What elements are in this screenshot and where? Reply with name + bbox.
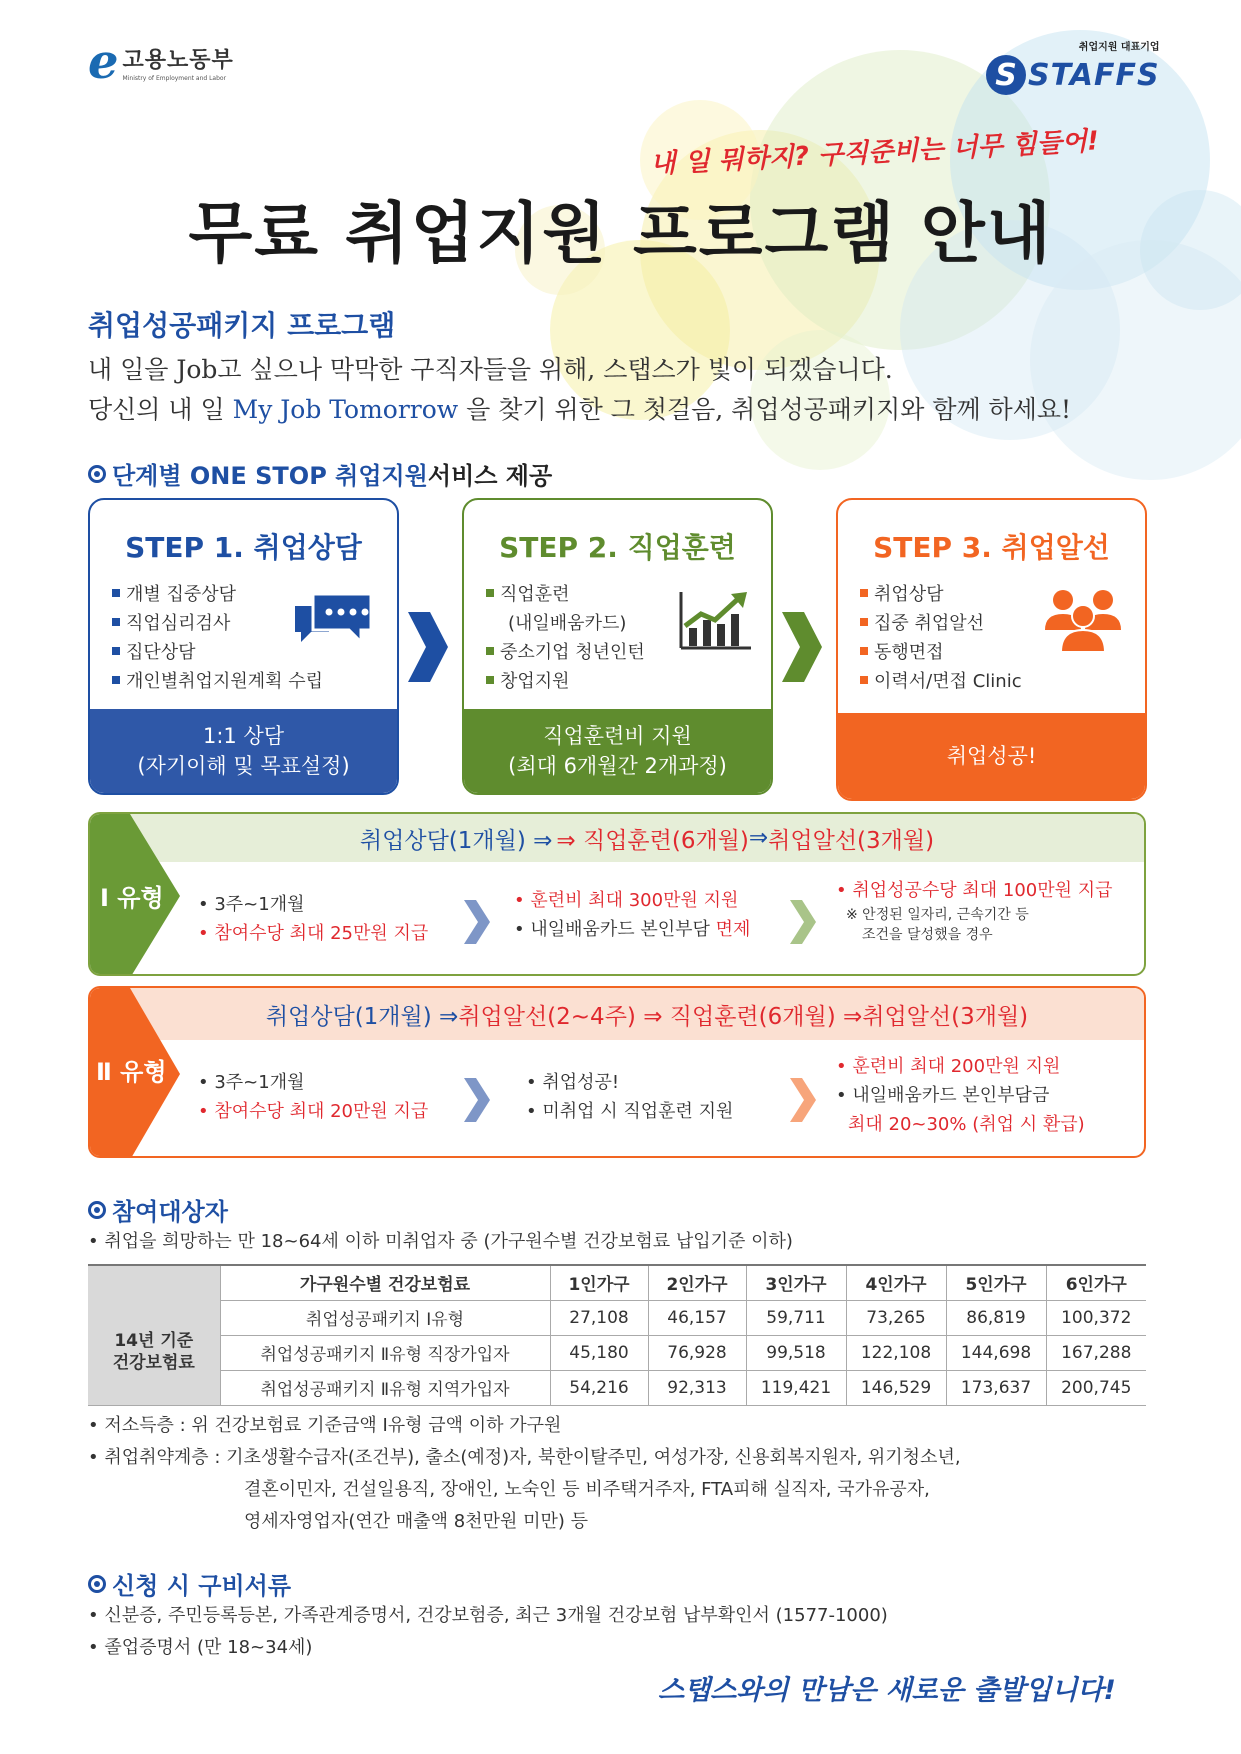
type-2-flow-c: 취업알선(3개월) bbox=[862, 1003, 1029, 1030]
step-1-footer bbox=[90, 709, 397, 793]
steps-heading-b: 서비스 제공 bbox=[427, 462, 553, 490]
list-item: 창업지원 bbox=[486, 667, 645, 696]
arrow-right-icon bbox=[464, 900, 490, 944]
type-1-note-2: 조건을 달성했을 경우 bbox=[862, 927, 993, 943]
table-side-label bbox=[88, 1300, 220, 1405]
participants-line: • 취업을 희망하는 만 18~64세 이하 미취업자 중 (가구원수별 건강보험료 납입기준 이하) bbox=[88, 1231, 793, 1252]
note-vulnerable-1: • 취업취약계층 : 기초생활수급자(조건부), 출소(예정)자, 북한이탈주민, 여성가장, 신용회복지원자, 위기청소년, bbox=[88, 1447, 961, 1468]
documents-line-1: • 신분증, 주민등록등본, 가족관계증명서, 건강보험증, 최근 3개월 건강보험 납부확인서 (1577-1000) bbox=[88, 1605, 888, 1626]
ministry-logo-sub: Ministry of Employment and Labor bbox=[122, 74, 227, 82]
type-1-col-1-line-2: • 참여수당 최대 25만원 지급 bbox=[198, 923, 429, 944]
list-item: 집단상담 bbox=[112, 638, 323, 667]
table-header: 1인가구 bbox=[550, 1265, 648, 1300]
steps-heading bbox=[88, 456, 552, 491]
table-cell: 144,698 bbox=[946, 1335, 1046, 1370]
staffs-s-icon: S bbox=[986, 55, 1026, 95]
step-3-list bbox=[860, 580, 1022, 696]
list-item: 동행면접 bbox=[860, 638, 1022, 667]
table-row bbox=[88, 1300, 1146, 1335]
type-2-flow-a: 취업상담(1개월) ⇒ bbox=[265, 1003, 459, 1030]
type-1-col-2 bbox=[514, 886, 750, 944]
intro-line-1: 내 일을 Job고 싶으나 막막한 구직자들을 위해, 스탭스가 빛이 되겠습니다. bbox=[88, 355, 893, 384]
type-1-note-1: ※ 안정된 일자리, 근속기간 등 bbox=[846, 907, 1029, 923]
premium-table bbox=[88, 1264, 1146, 1406]
table-cell: 45,180 bbox=[550, 1335, 648, 1370]
table-header: 가구원수별 건강보험료 bbox=[220, 1265, 550, 1300]
page-title: 무료 취업지원 프로그램 안내 bbox=[188, 195, 1053, 272]
table-cell: 취업성공패키지 Ⅱ유형 직장가입자 bbox=[220, 1335, 550, 1370]
list-item: 개별 집중상담 bbox=[112, 580, 323, 609]
table-cell: 167,288 bbox=[1046, 1335, 1146, 1370]
table-cell: 59,711 bbox=[746, 1300, 846, 1335]
type-2-card bbox=[88, 986, 1146, 1158]
intro-text bbox=[88, 350, 1071, 430]
table-cell: 27,108 bbox=[550, 1300, 648, 1335]
documents-list bbox=[88, 1600, 888, 1664]
program-subtitle: 취업성공패키지 프로그램 bbox=[88, 309, 396, 342]
participant-notes bbox=[88, 1410, 961, 1538]
list-item: 집중 취업알선 bbox=[860, 609, 1022, 638]
table-corner bbox=[88, 1265, 220, 1300]
arrow-right-icon bbox=[790, 1078, 816, 1122]
ministry-logo bbox=[88, 34, 234, 90]
table-header: 3인가구 bbox=[746, 1265, 846, 1300]
chat-bubbles-icon bbox=[291, 592, 375, 656]
table-header: 6인가구 bbox=[1046, 1265, 1146, 1300]
growth-chart-icon bbox=[677, 588, 753, 652]
type-2-col-1-line-1: • 3주~1개월 bbox=[198, 1072, 305, 1093]
people-group-icon bbox=[1043, 586, 1123, 652]
type-1-card bbox=[88, 812, 1146, 976]
table-cell: 92,313 bbox=[648, 1370, 746, 1405]
arrow-right-icon bbox=[464, 1078, 490, 1122]
type-1-label: Ⅰ 유형 bbox=[100, 884, 164, 912]
type-2-col-3-line-3: 최대 20~30% (취업 시 환급) bbox=[848, 1114, 1085, 1135]
chevron-right-icon bbox=[782, 612, 822, 682]
type-1-flow-b: ⇒ 직업훈련(6개월) bbox=[556, 827, 749, 854]
type-2-col-1 bbox=[198, 1068, 428, 1126]
ministry-e-icon: e bbox=[88, 34, 119, 90]
type-1-flow-c: ⇒ bbox=[748, 825, 769, 851]
step-2-title: STEP 2. 직업훈련 bbox=[499, 531, 736, 564]
table-row bbox=[88, 1370, 1146, 1405]
intro-line-2 bbox=[88, 390, 1071, 430]
step-2-foot-line-2: (최대 6개월간 2개과정) bbox=[508, 754, 727, 778]
closing-message: 스탭스와의 만남은 새로운 출발입니다! bbox=[658, 1675, 1116, 1706]
list-item: 직업심리검사 bbox=[112, 609, 323, 638]
table-cell: 54,216 bbox=[550, 1370, 648, 1405]
table-header: 4인가구 bbox=[846, 1265, 946, 1300]
step-1-card bbox=[88, 498, 399, 795]
documents-heading-text: 신청 시 구비서류 bbox=[112, 1572, 291, 1600]
type-1-flow-a: 취업상담(1개월) ⇒ bbox=[359, 827, 553, 854]
step-1-foot-line-2: (자기이해 및 목표설정) bbox=[137, 754, 350, 778]
step-3-title: STEP 3. 취업알선 bbox=[873, 531, 1110, 564]
note-vulnerable-3: 영세자영업자(연간 매출액 8천만원 미만) 등 bbox=[244, 1511, 588, 1532]
slogan: 내 일 뭐하지? 구직준비는 너무 힘들어! bbox=[649, 126, 1100, 180]
step-2-list bbox=[486, 580, 645, 696]
table-cell: 146,529 bbox=[846, 1370, 946, 1405]
arrow-right-icon bbox=[790, 900, 816, 944]
step-1-title: STEP 1. 취업상담 bbox=[125, 531, 362, 564]
bullet-target-icon bbox=[88, 465, 106, 483]
side-label-line-2: 건강보험료 bbox=[112, 1353, 195, 1374]
step-2-foot-line-1: 직업훈련비 지원 bbox=[543, 724, 692, 748]
table-cell: 86,819 bbox=[946, 1300, 1046, 1335]
participants-heading bbox=[88, 1192, 228, 1227]
intro-highlight: My Job Tomorrow bbox=[232, 395, 459, 424]
table-cell: 46,157 bbox=[648, 1300, 746, 1335]
step-1-foot-line-1: 1:1 상담 bbox=[202, 724, 285, 748]
documents-line-2: • 졸업증명서 (만 18~34세) bbox=[88, 1637, 313, 1658]
steps-heading-a: 단계별 ONE STOP 취업지원 bbox=[112, 462, 428, 490]
step-3-footer bbox=[838, 713, 1145, 799]
table-cell: 100,372 bbox=[1046, 1300, 1146, 1335]
type-1-col-2-line-1: • 훈련비 최대 300만원 지원 bbox=[514, 890, 739, 911]
type-2-col-2-line-1: • 취업성공! bbox=[526, 1072, 620, 1093]
staffs-logo-name: STAFFS bbox=[1028, 57, 1160, 93]
step-3-foot-line-1: 취업성공! bbox=[946, 744, 1037, 768]
table-cell: 76,928 bbox=[648, 1335, 746, 1370]
type-1-col-3 bbox=[836, 876, 1113, 945]
table-cell: 99,518 bbox=[746, 1335, 846, 1370]
table-cell: 73,265 bbox=[846, 1300, 946, 1335]
table-cell: 200,745 bbox=[1046, 1370, 1146, 1405]
table-header: 5인가구 bbox=[946, 1265, 1046, 1300]
list-item: 이력서/면접 Clinic bbox=[860, 667, 1022, 696]
type-2-col-2 bbox=[526, 1068, 733, 1126]
documents-heading bbox=[88, 1566, 291, 1601]
type-1-col-2-line-2: • 내일배움카드 본인부담 면제 bbox=[514, 919, 751, 940]
table-row bbox=[88, 1335, 1146, 1370]
type-1-flow-d: 취업알선(3개월) bbox=[768, 827, 935, 854]
type-2-col-2-line-2: • 미취업 시 직업훈련 지원 bbox=[526, 1101, 734, 1122]
table-cell: 119,421 bbox=[746, 1370, 846, 1405]
table-cell: 취업성공패키지 Ⅰ유형 bbox=[220, 1300, 550, 1335]
step-3-card bbox=[836, 498, 1147, 801]
list-item: (내일배움카드) bbox=[508, 613, 627, 634]
bullet-target-icon bbox=[88, 1201, 106, 1219]
list-item: 중소기업 청년인턴 bbox=[486, 638, 645, 667]
type-2-col-1-line-2: • 참여수당 최대 20만원 지급 bbox=[198, 1101, 429, 1122]
type-2-col-3 bbox=[836, 1052, 1085, 1139]
type-2-flow bbox=[90, 988, 1144, 1040]
staffs-logo-sub: 취업지원 대표기업 bbox=[1078, 42, 1160, 53]
list-item: 직업훈련 bbox=[486, 580, 645, 609]
intro-line-2-b: 을 찾기 위한 그 첫걸음, 취업성공패키지와 함께 하세요! bbox=[458, 395, 1072, 424]
type-1-flow bbox=[90, 814, 1144, 862]
staffs-logo bbox=[986, 38, 1160, 95]
table-header: 2인가구 bbox=[648, 1265, 746, 1300]
type-1-col-1-line-1: • 3주~1개월 bbox=[198, 894, 305, 915]
table-header-row bbox=[88, 1265, 1146, 1300]
type-1-col-1 bbox=[198, 890, 428, 948]
type-2-col-3-line-1: • 훈련비 최대 200만원 지원 bbox=[836, 1056, 1061, 1077]
step-2-card bbox=[462, 498, 773, 795]
bullet-target-icon bbox=[88, 1575, 106, 1593]
chevron-right-icon bbox=[408, 612, 448, 682]
type-2-label: Ⅱ 유형 bbox=[96, 1058, 167, 1086]
type-2-flow-b: 취업알선(2~4주) ⇒ 직업훈련(6개월) ⇒ bbox=[458, 1003, 863, 1030]
note-vulnerable-2: 결혼이민자, 건설일용직, 장애인, 노숙인 등 비주택거주자, FTA피해 실직자, 국가유공자, bbox=[244, 1479, 930, 1500]
side-label-line-1: 14년 기준 bbox=[114, 1331, 194, 1352]
table-cell: 173,637 bbox=[946, 1370, 1046, 1405]
list-item: 취업상담 bbox=[860, 580, 1022, 609]
type-1-col-3-line-1: • 취업성공수당 최대 100만원 지급 bbox=[836, 880, 1113, 901]
table-cell: 취업성공패키지 Ⅱ유형 지역가입자 bbox=[220, 1370, 550, 1405]
type-2-col-3-line-2: • 내일배움카드 본인부담금 bbox=[836, 1085, 1050, 1106]
participants-heading-text: 참여대상자 bbox=[112, 1198, 228, 1226]
note-low-income: • 저소득층 : 위 건강보험료 기준금액 Ⅰ유형 금액 이하 가구원 bbox=[88, 1415, 562, 1436]
step-2-footer bbox=[464, 709, 771, 793]
list-item: 개인별취업지원계획 수립 bbox=[112, 667, 323, 696]
ministry-logo-name: 고용노동부 bbox=[122, 47, 234, 73]
table-cell: 122,108 bbox=[846, 1335, 946, 1370]
intro-line-2-a: 당신의 내 일 bbox=[88, 395, 233, 424]
